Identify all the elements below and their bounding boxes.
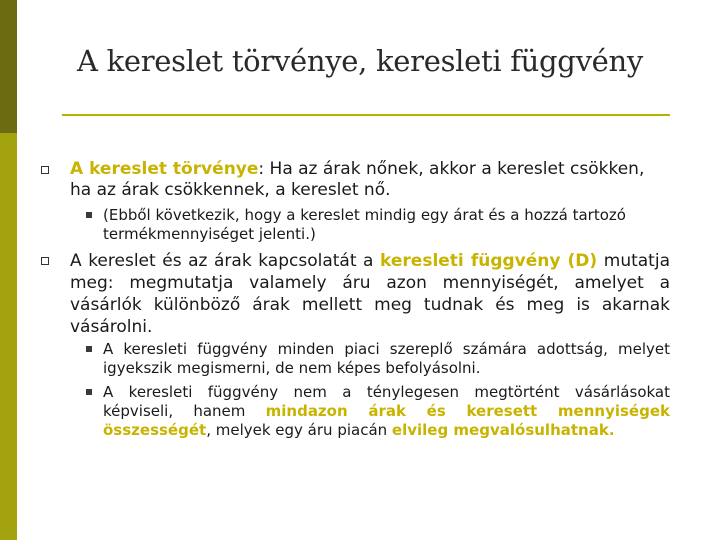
sub-2-text-a: A keresleti függvény nem a ténylegesen megtörtént vásárlásokat képviseli, hanem <box>103 383 670 420</box>
title-divider <box>62 114 670 116</box>
filled-bullet-icon <box>86 212 92 218</box>
filled-bullet-icon <box>86 389 92 395</box>
sub-2-text-b: , melyek egy áru piacán <box>206 421 392 439</box>
bullet-2-text-a: A kereslet és az árak kapcsolatát a <box>70 251 381 271</box>
bullet-2 <box>70 250 670 338</box>
filled-bullet-icon <box>86 346 92 352</box>
bullet-2-text-b: mutatja meg: megmutatja valamely áru azon mennyiségét, amelyet a vásárlók különböző árak mellett meg tudnak és meg is akarnak vásárolni. <box>70 251 670 337</box>
sub-2-highlight-1: mindazon árak és keresett mennyiségek összességét <box>103 402 670 439</box>
sub-2-highlight-2: elvileg megvalósulhatnak. <box>391 421 615 439</box>
bullet-2-sub-2 <box>103 383 670 440</box>
bullet-1-text: : Ha az árak nőnek, akkor a kereslet csökken, ha az árak csökkennek, a kereslet nő. <box>70 159 645 200</box>
slide-title: A kereslet törvénye, keresleti függvény <box>77 44 643 78</box>
law-of-demand-term: A kereslet törvénye <box>70 159 259 179</box>
demand-function-term: keresleti függvény (D) <box>380 251 598 271</box>
bullet-1 <box>70 159 670 201</box>
square-bullet-icon <box>41 257 49 265</box>
bullet-2-sub-1: A keresleti függvény minden piaci szereplő számára adottság, melyet igyekszik megismerni, de nem képes befolyásolni. <box>103 340 670 377</box>
square-bullet-icon <box>41 166 49 174</box>
bullet-1-sub: (Ebből következik, hogy a kereslet mindig egy árat és a hozzá tartozó termékmennyiséget jelenti.) <box>103 206 626 243</box>
sidebar-light-band <box>0 133 17 540</box>
